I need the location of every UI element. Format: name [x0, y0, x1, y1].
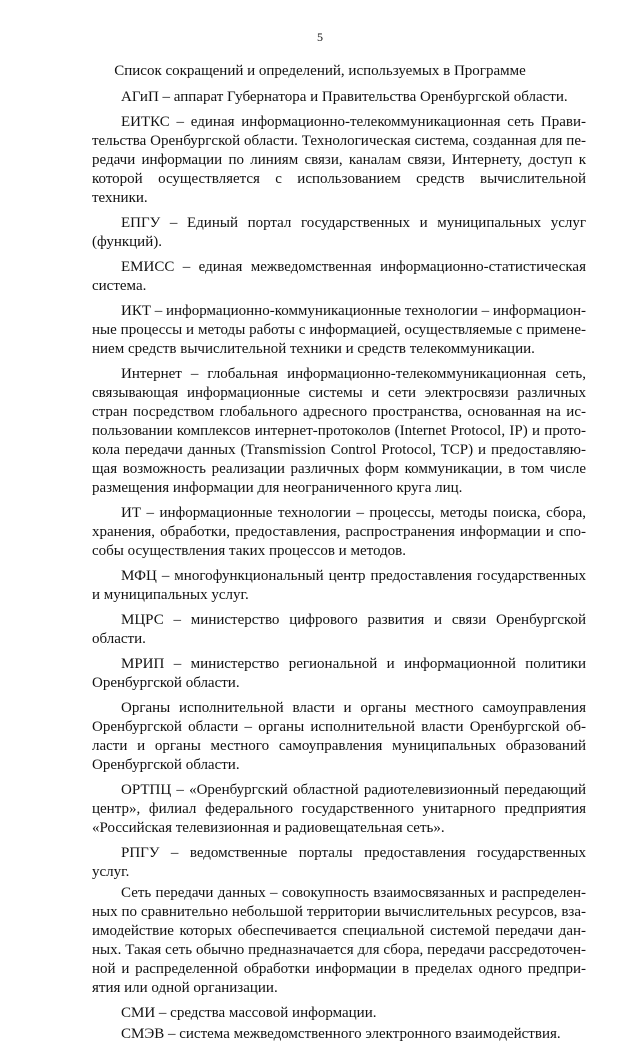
definition-emiss: ЕМИСС – единая межведомственная информационно-статистическая система. — [92, 259, 586, 294]
page-number: 5 — [317, 30, 323, 44]
definition-epgu: ЕПГУ – Единый портал государственных и муниципальных услуг (функций). — [92, 215, 586, 250]
definition-eitks: ЕИТКС – единая информационно-телекоммуникационная сеть Правительства Оренбургской области. Технологическая система, созданная для передачи информации по линиям связи, каналам связи, Интернету, доступ к которой осуществляется с использованием средств вычислительной техники. — [92, 114, 586, 206]
definition-agip: АГиП – аппарат Губернатора и Правительства Оренбургской области. — [121, 89, 568, 105]
definition-it: ИТ – информационные технологии – процессы, методы поиска, сбора, хранения, обработки, предоставления, распространения информации и способы осуществления таких процессов и методов. — [92, 505, 586, 559]
definition-rpgu: РПГУ – ведомственные порталы предоставления государственных услуг. — [92, 845, 586, 880]
definition-ortpc: ОРТПЦ – «Оренбургский областной радиотелевизионный передающий центр», филиал федерального государственного унитарного предприятия «Российская телевизионная и радиовещательная сеть». — [92, 782, 586, 836]
definition-organy-vlasti: Органы исполнительной власти и органы местного самоуправления Оренбургской области – органы исполнительной власти Оренбургской области и органы местного самоуправления муниципальных образований Оренбургской области. — [92, 700, 586, 773]
definition-set-peredachi-dannyh: Сеть передачи данных – совокупность взаимосвязанных и распределенных по сравнительно небольшой территории вычислительных ресурсов, взаимодействие которых обеспечивается специальной системой передачи данных. Такая сеть обычно предназначается для сбора, передачи рассредоточенной и распределенной обработки информации в пределах одного предприятия или одной организации. — [92, 885, 586, 996]
definition-internet: Интернет – глобальная информационно-телекоммуникационная сеть, связывающая информационные системы и сети электросвязи различных стран посредством глобального адресного пространства, основанная на использовании комплексов интернет-протоколов (Internet Protocol, IP) и протокола передачи данных (Transmission Control Protocol, TCP) и предоставляющая возможность реализации различных форм коммуникации, в том числе размещения информации для неограниченного круга лиц. — [92, 366, 586, 496]
definition-mfc: МФЦ – многофункциональный центр предоставления государственных и муниципальных услуг. — [92, 568, 586, 603]
definition-smi: СМИ – средства массовой информации. — [121, 1005, 377, 1021]
definition-mcrs: МЦРС – министерство цифрового развития и связи Оренбургской области. — [92, 612, 586, 647]
definitions-list — [92, 88, 586, 1046]
page-title: Список сокращений и определений, используемых в Программе — [114, 63, 526, 79]
definition-ikt: ИКТ – информационно-коммуникационные технологии – информационные процессы и методы работы с информацией, осуществляемые с применением средств вычислительной техники и средств телекоммуникации. — [92, 303, 587, 357]
definition-smev: СМЭВ – система межведомственного электронного взаимодействия. — [121, 1026, 561, 1042]
definition-mrip: МРИП – министерство региональной и информационной политики Оренбургской области. — [92, 656, 586, 691]
